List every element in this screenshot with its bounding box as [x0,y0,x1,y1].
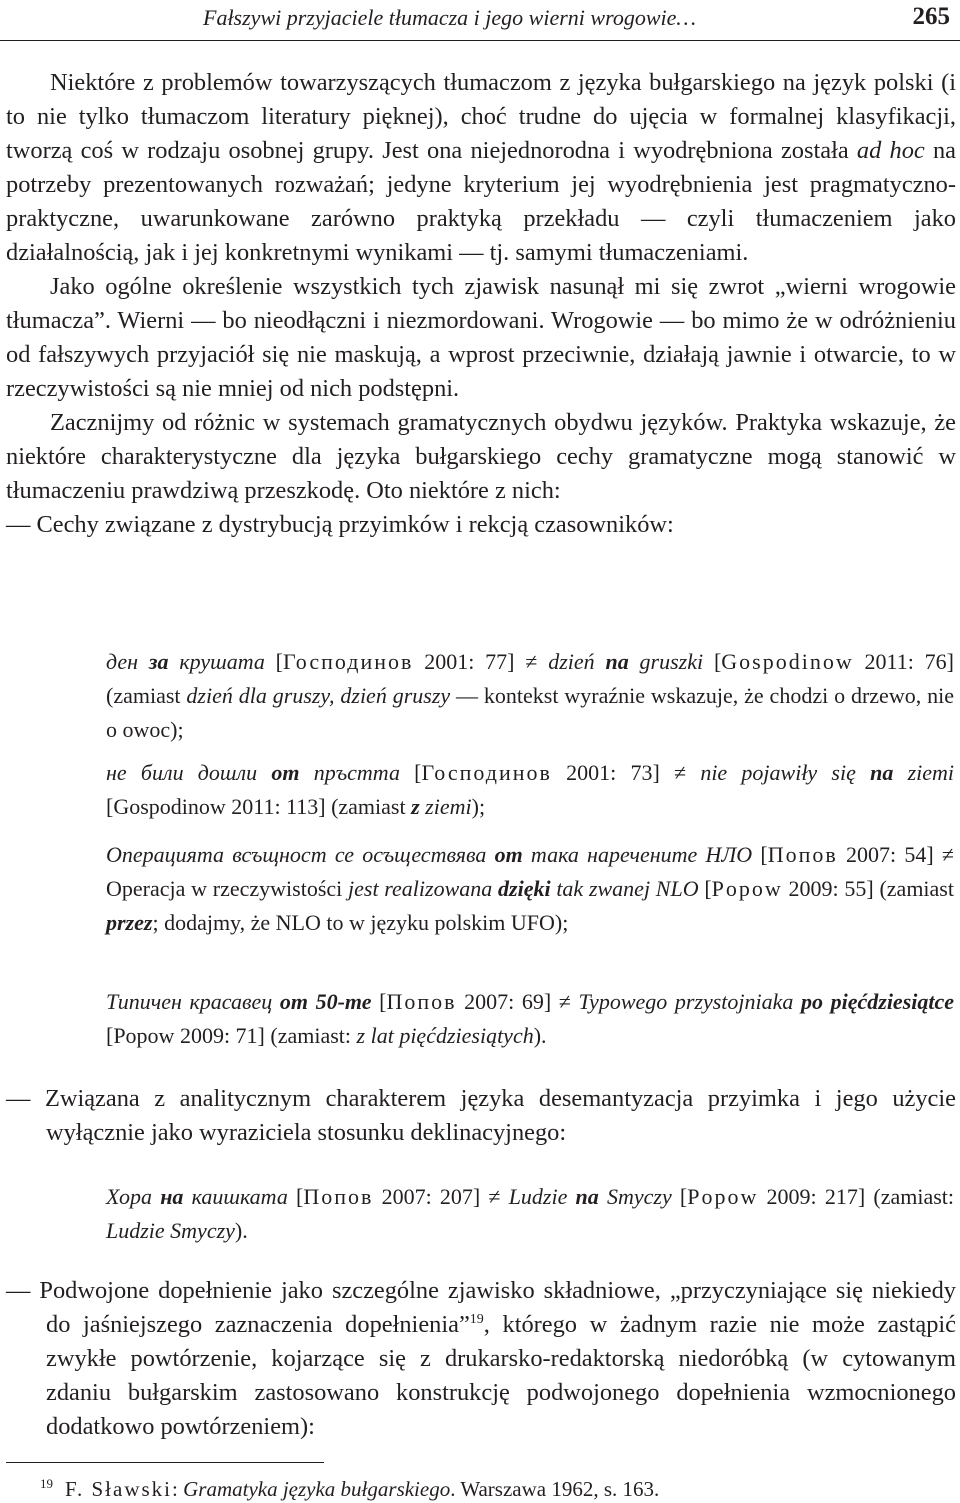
body-text [6,66,956,542]
example-2: не били дошли от пръстта [Господинов 2001: 73] ≠ nie pojawiły się na ziemi [Gospodinow 2011: 113] (zamiast z ziemi); [106,760,955,819]
dash-item-3: — Podwojone dopełnienie jako szczególne zjawisko składniowe, „przyczyniające się niekiedy do jaśniejszego zaznaczenia dopełnienia”$^{19}$, którego w żadnym razie nie może zastąpić zwykłe powtórzenie, kojarzące się z drukarsko-redaktorską niedoróbką (w cytowanym zdaniu bułgarskim zastosowano konstrukcję podwojonego dopełnienia wzmocnionego dodatkowo powtórzeniem): [6,1277,956,1440]
example-5: Хора на каишката [Попов 2007: 207] ≠ Ludzie na Smyczy [Popow 2009: 217] (zamiast: Ludzie Smyczy). [106,1184,954,1243]
dash-item-2: — Związana z analitycznym charakterem języka desemantyzacja przyimka i jego użycie wyłącznie jako wyraziciela stosunku deklinacyjnego: [6,1085,956,1146]
paragraph-3: Zacznijmy od różnic w systemach gramatycznych obydwu języków. Praktyka wskazuje, że niektóre charakterystyczne dla języka bułgarskiego cechy gramatyczne mogą stanowić w tłumaczeniu prawdziwą przeszkodę. Oto niektóre z nich: [6,409,956,504]
page-header [0,0,960,41]
footnote-ref-19[interactable]: 19 [469,1311,484,1327]
example-4: Типичен красавец от 50-те [Попов 2007: 69] ≠ Typowego przystojniaka po pięćdziesiątce [Popow 2009: 71] (zamiast: z lat pięćdziesiątych). [106,989,955,1048]
dash-item-1: — Cechy związane z dystrybucją przyimków i rekcją czasowników: [6,511,674,538]
footnote-divider [6,1462,324,1463]
example-3: Операцията всъщност се осъществява от така наречените НЛО [Попов 2007: 54] ≠ Operacja w rzeczywistości jest realizowana dzięki tak zwanej NLO [Popow 2009: 55] (zamiast przez; dodajmy, że NLO to w języku polskim UFO); [106,842,955,935]
page-number: 265 [912,3,950,30]
example-1: ден за крушата [Господинов 2001: 77] ≠ dzień na gruszki [Gospodinow 2011: 76] (zamiast dzień dla gruszy, dzień gruszy — kontekst wyraźnie wskazuje, że chodzi o drzewo, nie o owoc); [106,649,955,742]
paragraph-1: Niektóre z problemów towarzyszących tłumaczom z języka bułgarskiego na język polski (i to nie tylko tłumaczom literatury pięknej), choć trudne do ujęcia w formalnej klasyfikacji, tworzą coś w rodzaju osobnej grupy. Jest ona niejednorodna i wyodrębniona została ad hoc na potrzeby prezentowanych rozważań; jedyne kryterium jej wyodrębnienia jest pragmatyczno-praktyczne, uwarunkowane zarówno praktyką przekładu — czyli tłumaczeniem jako działalnością, jak i jej konkretnymi wynikami — tj. samymi tłumaczeniami. [6,69,956,266]
paragraph-2: Jako ogólne określenie wszystkich tych zjawisk nasunął mi się zwrot „wierni wrogowie tłumacza”. Wierni — bo nieodłączni i niezmordowani. Wrogowie — bo mimo że w odróżnieniu od fałszywych przyjaciół się nie maskują, a wprost przeciwnie, działają jawnie i otwarcie, to w rzeczywistości są nie mniej od nich podstępni. [6,273,956,402]
running-title: Fałszywi przyjaciele tłumacza i jego wierni wrogowie… [203,5,696,30]
footnote-19: $^{19}$ F. Sławski: Gramatyka języka bułgarskiego. Warszawa 1962, s. 163. [40,1476,660,1501]
